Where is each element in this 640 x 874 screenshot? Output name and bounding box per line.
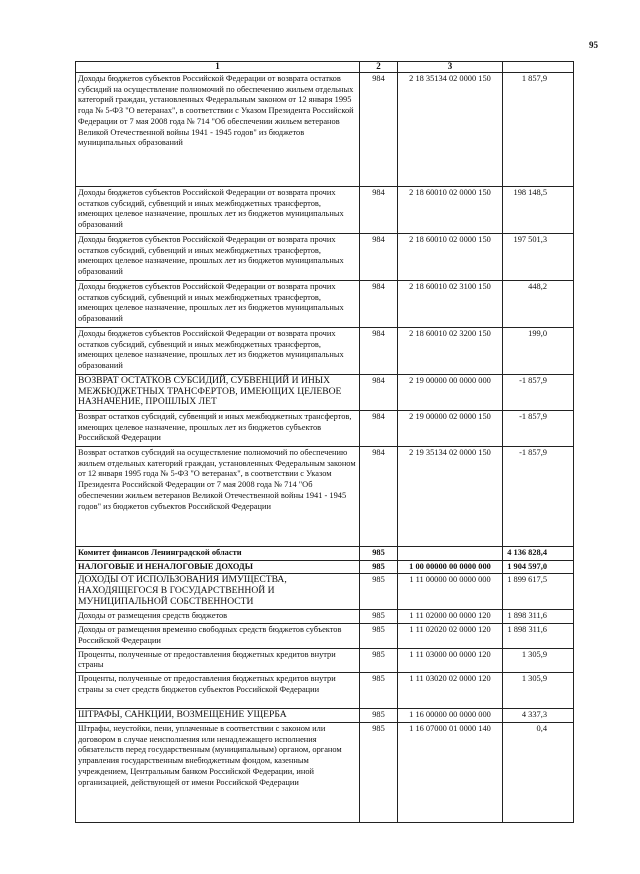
row-admin: 985 <box>360 673 398 709</box>
row-amount: -1 857,9 <box>503 374 574 410</box>
row-code: 1 16 00000 00 0000 000 <box>398 709 503 723</box>
row-admin: 985 <box>360 624 398 649</box>
row-admin: 985 <box>360 560 398 574</box>
row-admin: 984 <box>360 374 398 410</box>
row-code: 2 18 60010 02 0000 150 <box>398 233 503 280</box>
row-name: НАЛОГОВЫЕ И НЕНАЛОГОВЫЕ ДОХОДЫ <box>76 560 360 574</box>
table-row <box>76 410 574 446</box>
table-row <box>76 560 574 574</box>
row-code: 1 11 03000 00 0000 120 <box>398 648 503 673</box>
row-code: 2 19 00000 02 0000 150 <box>398 410 503 446</box>
row-code: 2 18 60010 02 3200 150 <box>398 327 503 374</box>
row-name: Доходы бюджетов субъектов Российской Федерации от возврата прочих остатков субсидий, субвенций и иных межбюджетных трансфертов, имеющих целевое назначение, прошлых лет из бюджетов муниципальных образований <box>76 327 360 374</box>
table-row <box>76 280 574 327</box>
row-admin: 985 <box>360 574 398 610</box>
row-amount: 448,2 <box>503 280 574 327</box>
row-admin: 984 <box>360 327 398 374</box>
header-col-1: 1 <box>76 62 360 73</box>
row-name: Доходы бюджетов субъектов Российской Федерации от возврата остатков субсидий на осуществление полномочий по обеспечению жильем отдельных категорий граждан, установленных Федеральным законом от 12 января 1995 года № 5-ФЗ "О ветеранах", в соответствии с Указом Президента Российской Федерации от 7 мая 2008 года № 714 "Об обеспечении жильем ветеранов Великой Отечественной войны 1941 - 1945 годов" из бюджетов муниципальных образований <box>78 73 354 148</box>
row-amount: 4 337,3 <box>503 709 574 723</box>
row-amount: 1 305,9 <box>503 648 574 673</box>
row-admin: 985 <box>360 709 398 723</box>
row-code: 1 11 03020 02 0000 120 <box>398 673 503 709</box>
row-amount: -1 857,9 <box>503 410 574 446</box>
row-name: Доходы бюджетов субъектов Российской Федерации от возврата прочих остатков субсидий, субвенций и иных межбюджетных трансфертов, имеющих целевое назначение, прошлых лет из бюджетов муниципальных образований <box>76 186 360 233</box>
row-code: 2 18 60010 02 3100 150 <box>398 280 503 327</box>
row-name: Доходы бюджетов субъектов Российской Федерации от возврата прочих остатков субсидий, субвенций и иных межбюджетных трансфертов, имеющих целевое назначение, прошлых лет из бюджетов муниципальных образований <box>76 233 360 280</box>
row-name: ВОЗВРАТ ОСТАТКОВ СУБСИДИЙ, СУБВЕНЦИЙ И ИНЫХ МЕЖБЮДЖЕТНЫХ ТРАНСФЕРТОВ, ИМЕЮЩИХ ЦЕЛЕВОЕ НАЗНАЧЕНИЕ, ПРОШЛЫХ ЛЕТ <box>76 374 360 410</box>
header-col-2: 2 <box>360 62 398 73</box>
table-row <box>76 610 574 624</box>
row-admin: 984 <box>360 186 398 233</box>
row-amount: 197 501,3 <box>503 233 574 280</box>
row-name: Проценты, полученные от предоставления бюджетных кредитов внутри страны за счет средств бюджетов субъектов Российской Федерации <box>76 673 360 709</box>
row-name: ДОХОДЫ ОТ ИСПОЛЬЗОВАНИЯ ИМУЩЕСТВА, НАХОДЯЩЕГОСЯ В ГОСУДАРСТВЕННОЙ И МУНИЦИПАЛЬНОЙ СОБСТВЕННОСТИ <box>76 574 360 610</box>
row-amount: 1 898 311,6 <box>503 610 574 624</box>
row-name: Доходы бюджетов субъектов Российской Федерации от возврата прочих остатков субсидий, субвенций и иных межбюджетных трансфертов, имеющих целевое назначение, прошлых лет из бюджетов муниципальных образований <box>76 280 360 327</box>
table-row <box>76 574 574 610</box>
row-code: 1 11 00000 00 0000 000 <box>398 574 503 610</box>
row-name: Возврат остатков субсидий на осуществление полномочий по обеспечению жильем отдельных категорий граждан, установленных Федеральным законом от 12 января 1995 года № 5-ФЗ "О ветеранах", в соответствии с Указом Президента Российской Федерации от 7 мая 2008 года № 714 "Об обеспечении жильем ветеранов Великой Отечественной войны 1941 - 1945 годов" из бюджетов субъектов Российской Федерации <box>76 446 360 546</box>
row-name: Проценты, полученные от предоставления бюджетных кредитов внутри страны <box>76 648 360 673</box>
table-header-row <box>76 62 574 73</box>
row-admin: 985 <box>360 648 398 673</box>
row-admin: 985 <box>360 610 398 624</box>
table-row <box>76 72 574 186</box>
row-name: Доходы от размещения временно свободных средств бюджетов субъектов Российской Федерации <box>76 624 360 649</box>
row-code: 1 16 07000 01 0000 140 <box>398 722 503 822</box>
row-amount: 1 899 617,5 <box>503 574 574 610</box>
row-code: 1 11 02000 00 0000 120 <box>398 610 503 624</box>
row-name: Возврат остатков субсидий, субвенций и иных межбюджетных трансфертов, имеющих целевое назначение, прошлых лет из бюджетов субъектов Российской Федерации <box>76 410 360 446</box>
row-code: 2 18 60010 02 0000 150 <box>398 186 503 233</box>
row-name: Доходы от размещения средств бюджетов <box>76 610 360 624</box>
row-admin: 984 <box>360 410 398 446</box>
row-name: Штрафы, неустойки, пени, уплаченные в соответствии с законом или договором в случае неисполнения или ненадлежащего исполнения обязательств перед государственным (муниципальным) органом, органом управления государственным внебюджетным фондом, казенным учреждением, Центральным банком Российской Федерации, иной организацией, действующей от имени Российской Федерации <box>76 722 360 822</box>
row-amount: 1 857,9 <box>503 72 574 186</box>
row-amount: 198 148,5 <box>503 186 574 233</box>
row-amount: 1 898 311,6 <box>503 624 574 649</box>
row-name: ШТРАФЫ, САНКЦИИ, ВОЗМЕЩЕНИЕ УЩЕРБА <box>76 709 360 723</box>
table-row <box>76 722 574 822</box>
table-row <box>76 186 574 233</box>
row-code: 2 19 35134 02 0000 150 <box>398 446 503 546</box>
row-code <box>398 546 503 560</box>
table-row <box>76 327 574 374</box>
header-col-4 <box>503 62 574 73</box>
table-row <box>76 624 574 649</box>
table-row <box>76 546 574 560</box>
row-amount: 1 305,9 <box>503 673 574 709</box>
row-amount: -1 857,9 <box>503 446 574 546</box>
table-row <box>76 709 574 723</box>
row-amount: 4 136 828,4 <box>503 546 574 560</box>
table-row <box>76 374 574 410</box>
row-code: 2 18 35134 02 0000 150 <box>398 72 503 186</box>
row-admin: 984 <box>360 280 398 327</box>
row-admin: 985 <box>360 722 398 822</box>
row-admin: 984 <box>360 446 398 546</box>
table-row <box>76 446 574 546</box>
row-admin: 985 <box>360 546 398 560</box>
page-number: 95 <box>589 40 598 50</box>
revenue-table <box>75 61 574 823</box>
row-code: 1 11 02020 02 0000 120 <box>398 624 503 649</box>
row-amount: 0,4 <box>503 722 574 822</box>
row-code: 2 19 00000 00 0000 000 <box>398 374 503 410</box>
row-admin: 984 <box>360 233 398 280</box>
row-code: 1 00 00000 00 0000 000 <box>398 560 503 574</box>
table-row <box>76 233 574 280</box>
row-name: Комитет финансов Ленинградской области <box>76 546 360 560</box>
row-amount: 1 904 597,0 <box>503 560 574 574</box>
row-amount: 199,0 <box>503 327 574 374</box>
table-row <box>76 673 574 709</box>
table-row <box>76 648 574 673</box>
row-admin: 984 <box>360 72 398 186</box>
header-col-3: 3 <box>398 62 503 73</box>
